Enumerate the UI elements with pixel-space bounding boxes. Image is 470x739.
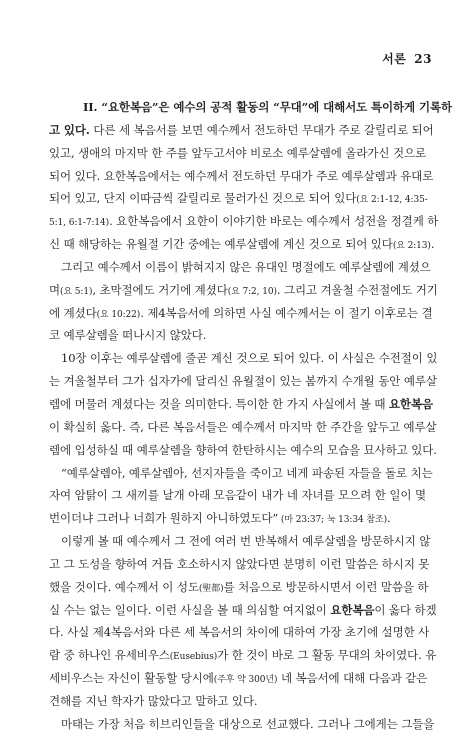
text-segment: 렘에 입성하실 때 예루살렘을 향하여 한탄하시는 예수의 모습을 묘사하고 있다. [49, 442, 437, 457]
text-segment: . [430, 237, 435, 252]
text-segment: , 초막절에도 거기에 계셨다 [92, 282, 228, 297]
reference-text: (Eusebius) [169, 652, 218, 663]
text-segment: 코 예루살렘을 떠나시지 않았다. [49, 328, 207, 343]
text-segment: 렘에 머물러 계셨다는 것을 의미한다. 특이한 한 가지 사실에서 볼 때 [49, 396, 389, 411]
text-segment: 10장 이후는 예루살렘에 줄곧 계신 것으로 되어 있다. 이 사실은 수전절이 있 [61, 351, 438, 366]
text-line [49, 347, 438, 370]
text-segment: 그리고 예수께서 이름이 밝혀지지 않은 유대인 명절에도 예루살렘에 계셨으 [61, 259, 431, 274]
text-line [49, 416, 437, 439]
text-segment: 가 한 것이 바로 그 활동 무대의 차이였다. 유 [217, 648, 437, 663]
text-line [49, 644, 437, 667]
bold-text: 요한복음 [330, 602, 375, 617]
text-segment: . 요한복음에서 요한이 이야기한 바로는 예수께서 성전을 정결케 하 [109, 214, 439, 229]
text-line [49, 210, 439, 233]
text-segment: 는 겨울철부터 그가 십자가에 달리신 유월절이 있는 봄까지 수개월 동안 예루살 [49, 374, 437, 389]
text-line [49, 530, 431, 553]
chapter-title: 서론 [382, 52, 407, 66]
text-line [49, 256, 431, 279]
text-line [49, 599, 437, 622]
text-segment: 람 중 하나인 유세비우스 [49, 648, 170, 663]
text-segment: . 제4복음서에 의하면 사실 예수께서는 이 절기 이후로는 결 [140, 305, 433, 320]
text-segment: 며 [49, 282, 61, 297]
text-line [49, 484, 426, 507]
text-segment: 실 수는 없는 일이다. 이런 사실을 볼 때 의심할 여지없이 [49, 602, 331, 617]
text-segment: 신 때 해당하는 유월절 기간 중에는 예루살렘에 계신 것으로 되어 있다 [49, 237, 393, 252]
text-line [49, 507, 426, 530]
text-segment: . [386, 511, 391, 526]
reference-text: (요 5:1) [60, 286, 93, 297]
text-segment: 되어 있고, 단지 이따금씩 갈릴리로 물러가신 것으로 되어 있다 [49, 191, 357, 206]
text-line [49, 393, 433, 416]
reference-text: (요 2:13) [392, 241, 431, 252]
text-line [49, 439, 437, 462]
text-segment: 세비우스는 자신이 활동할 당시에 [49, 671, 214, 686]
body-text [49, 96, 452, 736]
text-segment: 이 확실히 옳다. 즉, 다른 복음서들은 예수께서 마지막 한 주간을 앞두고 예루살 [49, 419, 437, 434]
text-segment: 되어 있다. 요한복음에서는 예수께서 전도하던 무대가 주로 예루살렘과 유대로 [49, 168, 434, 183]
bold-text: II. “요한복음”은 예수의 공적 활동의 “무대”에 대해서도 특이하게 기록하 [83, 100, 452, 114]
text-segment: 자여 암탉이 그 새끼를 날개 아래 모음같이 내가 네 자녀를 모으려 한 일이 몇 [49, 488, 426, 503]
text-line [49, 233, 435, 256]
text-segment: 번이더냐 그러나 너희가 원하지 아니하였도다” [49, 511, 279, 526]
text-segment: 고 그 도성을 향하여 거듭 호소하시지 않았다면 분명히 이런 말씀은 하시지 못 [49, 556, 430, 571]
text-line [49, 370, 437, 393]
text-segment: 마태는 가장 처음 히브리인들을 대상으로 선교했다. 그러나 그에게는 그들을 [61, 716, 435, 731]
text-segment: 이렇게 볼 때 예수께서 그 전에 여러 번 반복해서 예루살렘을 방문하시지 않 [61, 534, 431, 549]
text-line [49, 553, 430, 576]
reference-text: (주후 약 300년) [213, 675, 278, 686]
text-segment: 네 복음서에 대해 다음과 같은 [277, 671, 428, 686]
text-segment: 이 옳다 하겠 [374, 602, 437, 617]
running-header [382, 50, 432, 67]
bold-text: 고 있다. [49, 122, 90, 137]
text-line [49, 576, 429, 599]
reference-text: (요 2:1-12, 4:35- [356, 195, 428, 206]
text-segment: 에 계셨다 [49, 305, 97, 320]
text-segment: “예루살렘아, 예루살렘아, 선지자들을 죽이고 네게 파송된 자들을 돌로 치는 [61, 465, 433, 480]
reference-text: (마 23:37; 눅 13:34 참조) [278, 515, 387, 526]
reference-text: (聖都) [198, 583, 224, 594]
text-line [49, 690, 426, 713]
reference-text: (요 7:2, 10) [227, 286, 277, 297]
text-segment: 했을 것이다. 예수께서 이 성도 [49, 579, 199, 594]
text-line [49, 324, 426, 347]
text-line [49, 302, 433, 325]
text-segment: 다. 사실 제4복음서와 다른 세 복음서의 차이에 대하여 가장 초기에 설명한 사 [49, 625, 430, 640]
text-line [49, 96, 452, 119]
text-line [49, 713, 435, 736]
text-line [49, 165, 434, 188]
text-line [49, 142, 426, 165]
text-line [49, 462, 433, 485]
text-segment: . 그리고 겨울철 수전절에도 거기 [276, 282, 438, 297]
text-line [49, 119, 434, 142]
text-line [49, 279, 438, 302]
page-number: 23 [414, 52, 432, 66]
reference-text: (요 10:22) [96, 309, 141, 320]
text-segment: 있고, 생애의 마지막 한 주를 앞두고서야 비로소 예루살렘에 올라가신 것으로 [49, 145, 426, 160]
text-line [49, 187, 426, 210]
reference-text: 5:1, 6:1-7:14) [49, 218, 110, 229]
text-segment: 를 처음으로 방문하시면서 이런 말씀을 하 [223, 579, 429, 594]
text-segment: 견해를 지닌 학자가 많았다고 말하고 있다. [49, 693, 258, 708]
text-line [49, 621, 430, 644]
text-line [49, 667, 426, 690]
text-segment: 다른 세 복음서를 보면 예수께서 전도하던 무대가 주로 갈릴리로 되어 [89, 122, 434, 137]
bold-text: 요한복음 [388, 396, 433, 411]
